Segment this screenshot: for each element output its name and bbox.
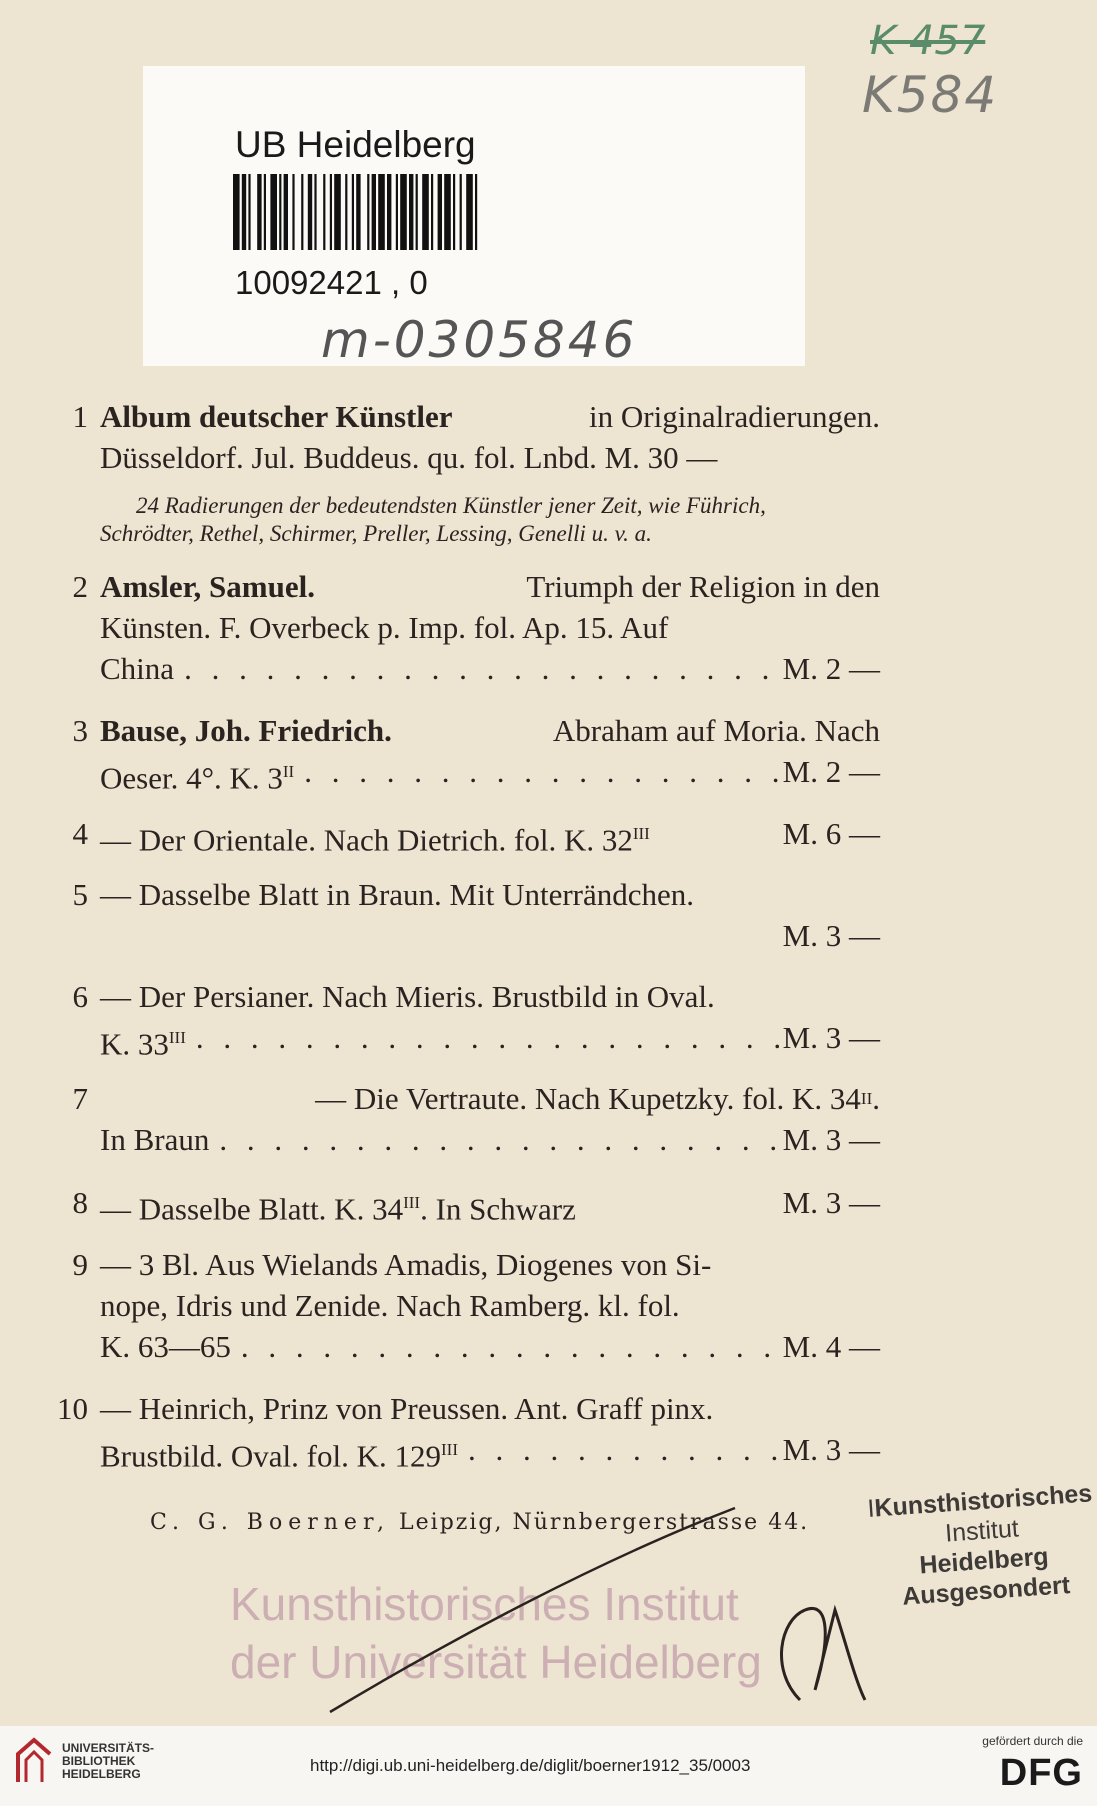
entry-number: 8: [72, 1185, 88, 1220]
stamp-prefix: I: [866, 1494, 876, 1523]
publisher-name: C. G. Boerner,: [150, 1510, 391, 1535]
footer-bar: [0, 1726, 1097, 1806]
entry-text: In Braun: [100, 1122, 210, 1157]
entry-price: M. 6 —: [782, 816, 880, 851]
entry-text: — 3 Bl. Aus Wielands Amadis, Diogenes von Si-: [100, 1247, 712, 1282]
entry-text: — Heinrich, Prinz von Preussen. Ant. Graff pinx.: [100, 1391, 714, 1426]
label-number: 10092421 , 0: [235, 264, 428, 301]
entry-text: Künsten. F. Overbeck p. Imp. fol. Ap. 15. Auf: [100, 610, 669, 645]
entry-price: M. 2 —: [782, 651, 880, 686]
entry-price: M. 3 —: [782, 918, 880, 953]
state-sup: II: [860, 1089, 873, 1108]
entry-number: 4: [72, 816, 88, 851]
entry-text: nope, Idris und Zenide. Nach Ramberg. kl. fol.: [100, 1288, 680, 1323]
logo-text-line: BIBLIOTHEK: [62, 1754, 136, 1768]
entry-text: in Originalradierungen.: [589, 399, 880, 434]
stamp-line: Kunsthistorisches: [873, 1479, 1094, 1523]
shelf-mark-old: K 457: [870, 18, 986, 64]
entry-number: 10: [57, 1391, 88, 1426]
label-title: UB Heidelberg: [235, 124, 476, 165]
entry-title: Bause, Joh. Friedrich.: [100, 713, 392, 748]
state-sup: III: [632, 824, 650, 843]
stamp-line: Heidelberg: [918, 1542, 1050, 1580]
stamp-line: der Universität Heidelberg: [230, 1636, 762, 1688]
entry-title: Amsler, Samuel.: [100, 569, 315, 604]
funded-by-text: gefördert durch die: [982, 1734, 1083, 1748]
entry-number: 2: [72, 569, 88, 604]
entry-text: . In Schwarz: [420, 1191, 576, 1227]
state-sup: II: [282, 762, 295, 781]
entry-text: — Die Vertraute. Nach Kupetzky. fol. K. 34: [315, 1081, 861, 1116]
entry-text: Brustbild. Oval. fol. K. 129: [100, 1438, 441, 1474]
entry-price: M. 3 —: [782, 1432, 880, 1467]
entry-price: M. 4 —: [782, 1329, 880, 1364]
entry-number: 7: [72, 1081, 88, 1116]
library-logo-text: [62, 1742, 154, 1781]
entry-text: K. 63—65: [100, 1329, 231, 1364]
stamp-line: Ausgesondert: [901, 1571, 1071, 1611]
handwritten-mark: [781, 1608, 865, 1700]
state-sup: III: [403, 1193, 421, 1212]
logo-text-line: UNIVERSITÄTS-: [62, 1741, 155, 1755]
entry-number: 3: [72, 713, 88, 748]
note-line: Schrödter, Rethel, Schirmer, Preller, Lessing, Genelli u. v. a.: [100, 521, 652, 546]
stamp-line: Institut: [944, 1514, 1020, 1548]
shelf-mark-new: K584: [862, 66, 999, 124]
dfg-logo: DFG: [999, 1752, 1083, 1794]
entry-price: M. 3 —: [782, 1020, 880, 1055]
entry-number: 6: [72, 979, 88, 1014]
entry-title: Album deutscher Künstler: [100, 399, 453, 434]
note-line: 24 Radierungen der bedeutendsten Künstler jener Zeit, wie Führich,: [136, 493, 766, 518]
entry-price: M. 3 —: [782, 1122, 880, 1157]
entry-text: Oeser. 4°. K. 3: [100, 760, 283, 796]
digital-url-link[interactable]: http://digi.ub.uni-heidelberg.de/diglit/boerner1912_35/0003: [310, 1756, 751, 1775]
entry-text: — Dasselbe Blatt. K. 34: [100, 1191, 404, 1227]
entry-text: K. 33: [100, 1026, 169, 1062]
publisher-address: Leipzig, Nürnbergerstrasse 44.: [399, 1510, 810, 1535]
entry-text: — Dasselbe Blatt in Braun. Mit Unterrändchen.: [100, 877, 695, 912]
entry-price: M. 3 —: [782, 1185, 880, 1220]
entry-number: 5: [72, 877, 88, 912]
state-sup: III: [441, 1440, 458, 1459]
logo-text-line: HEIDELBERG: [62, 1767, 141, 1781]
entry-text: — Der Persianer. Nach Mieris. Brustbild in Oval.: [100, 979, 715, 1014]
entry-number: 1: [72, 399, 88, 434]
strike-line: [330, 1508, 735, 1712]
entry-number: 9: [72, 1247, 88, 1282]
entry-text: Abraham auf Moria. Nach: [552, 713, 880, 748]
entry-text: — Der Orientale. Nach Dietrich. fol. K. 32: [100, 822, 633, 858]
entry-text: Triumph der Religion in den: [526, 569, 880, 604]
library-logo-icon: [14, 1736, 54, 1786]
entry-price: M. 2 —: [782, 754, 880, 789]
entry-text: .: [872, 1081, 880, 1116]
entry-text: China: [100, 651, 175, 686]
label-handwritten-number: m-0305846: [321, 311, 638, 369]
state-sup: III: [168, 1028, 186, 1047]
entry-text: Düsseldorf. Jul. Buddeus. qu. fol. Lnbd. M. 30 —: [100, 440, 718, 475]
stamp-line: Kunsthistorisches Institut: [230, 1578, 739, 1630]
